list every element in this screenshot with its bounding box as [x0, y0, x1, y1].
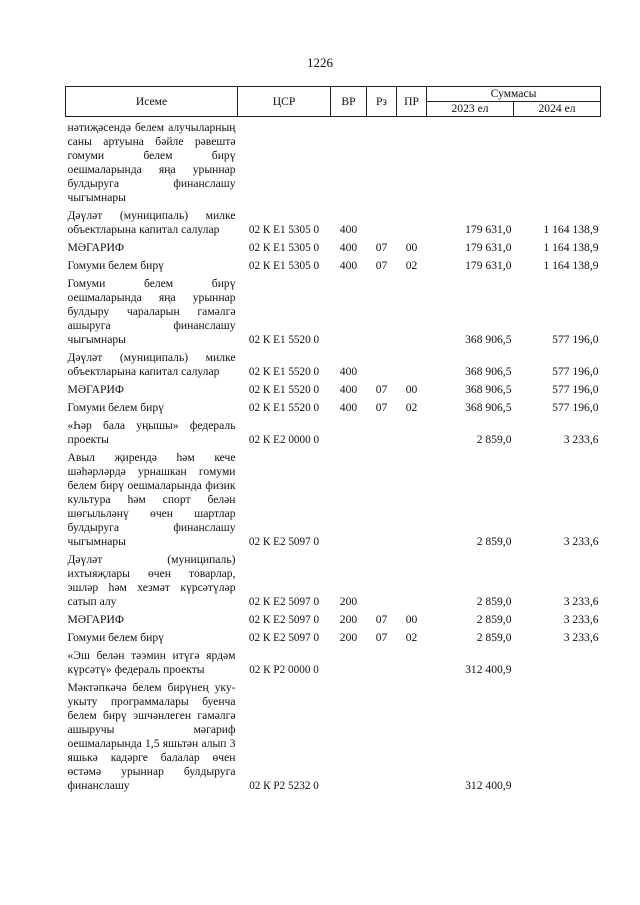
- cell-name: нәтиҗәсендә белем алучыларның саны артуына бәйле рәвештә гомуми белем бирү оешмаларында яңа урыннар булдыруга финанслашу чыгымнары: [67, 121, 236, 204]
- cell-s2: [514, 117, 601, 206]
- cell-name: Мәктәпкәчә белем бирүнең уку-укыту программалары буенча белем бирү эшчәнлеген гамәлгә ашыручы мәгариф оешмаларында 1,5 яшьтән алып 3 яшькә кадәрге балалар өчен өстәмә урыннар булдыруга финанслашу: [67, 681, 236, 792]
- header-year-2024: 2024 ел: [514, 102, 601, 117]
- cell-name: МӘГАРИФ: [67, 613, 124, 626]
- cell-s1: 368 906,5: [465, 365, 512, 378]
- cell-rz: 07: [375, 401, 388, 414]
- cell-rz: [367, 549, 397, 609]
- cell-pr: [397, 447, 427, 549]
- cell-vr: 200: [339, 613, 358, 626]
- cell-s1: [427, 117, 514, 206]
- cell-vr: 400: [339, 223, 358, 236]
- cell-name: Дәүләт (муниципаль) милке объектларына капитал салулар: [67, 351, 236, 378]
- cell-s2: 3 233,6: [563, 613, 599, 626]
- cell-rz: 07: [375, 259, 388, 272]
- cell-pr: 00: [405, 383, 418, 396]
- cell-vr: [331, 117, 367, 206]
- cell-s1: 2 859,0: [476, 535, 512, 548]
- cell-rz: [367, 117, 397, 206]
- header-vr: ВР: [331, 87, 367, 117]
- cell-pr: 02: [405, 259, 418, 272]
- cell-s1: 179 631,0: [465, 259, 512, 272]
- cell-vr: [331, 645, 367, 677]
- cell-vr: 400: [339, 401, 358, 414]
- table-row: [66, 677, 601, 793]
- cell-pr: 00: [405, 613, 418, 626]
- cell-vr: 400: [339, 383, 358, 396]
- cell-csr: 02 К Е2 5097 0: [248, 536, 320, 548]
- table-row: [66, 609, 601, 627]
- cell-s2: 577 196,0: [552, 383, 599, 396]
- table-row: [66, 447, 601, 549]
- cell-rz: 07: [375, 613, 388, 626]
- budget-table: [65, 86, 601, 793]
- cell-csr: 02 К Е2 5097 0: [248, 614, 320, 626]
- cell-vr: 400: [339, 365, 358, 378]
- cell-name: Авыл җирендә һәм кече шәһәрләрдә урнашкан гомуми белем бирү оешмаларында физик культура һәм спорт белән шөгыльләнү өчен шартлар булдыруга финанслашу чыгымнары: [67, 451, 236, 548]
- cell-rz: 07: [375, 631, 388, 644]
- cell-s1: 2 859,0: [476, 433, 512, 446]
- cell-csr: 02 К Е1 5520 0: [248, 402, 320, 414]
- cell-name: Дәүләт (муниципаль) милке объектларына капитал салулар: [67, 209, 236, 236]
- cell-rz: 07: [375, 241, 388, 254]
- page-number: 1226: [307, 55, 333, 70]
- cell-s2: 577 196,0: [552, 333, 599, 346]
- cell-vr: [331, 273, 367, 347]
- table-row: [66, 117, 601, 206]
- cell-name: «Һәр бала уңышы» федераль проекты: [67, 419, 236, 446]
- cell-rz: [367, 677, 397, 793]
- cell-vr: 400: [339, 259, 358, 272]
- cell-s1: 2 859,0: [476, 595, 512, 608]
- cell-pr: 00: [405, 241, 418, 254]
- table-row: [66, 645, 601, 677]
- cell-rz: [367, 347, 397, 379]
- cell-s1: 368 906,5: [465, 383, 512, 396]
- table-row: [66, 415, 601, 447]
- cell-pr: [397, 117, 427, 206]
- cell-s2: 3 233,6: [563, 535, 599, 548]
- cell-pr: [397, 549, 427, 609]
- cell-pr: [397, 677, 427, 793]
- cell-rz: [367, 415, 397, 447]
- header-name: Исеме: [66, 87, 238, 117]
- cell-s2: 1 164 138,9: [543, 223, 599, 236]
- cell-name: «Эш белән тәэмин итүгә ярдәм күрсәтү» федераль проекты: [67, 649, 236, 676]
- cell-name: МӘГАРИФ: [67, 383, 124, 396]
- cell-csr: 02 К Р2 5232 0: [249, 780, 319, 792]
- cell-vr: [331, 677, 367, 793]
- cell-vr: 200: [339, 595, 358, 608]
- table-row: [66, 379, 601, 397]
- cell-name: Гомуми белем бирү: [67, 259, 164, 272]
- cell-s2: 577 196,0: [552, 401, 599, 414]
- table-row: [66, 627, 601, 645]
- cell-csr: 02 К Е1 5520 0: [248, 334, 320, 346]
- cell-rz: [367, 273, 397, 347]
- table-row: [66, 255, 601, 273]
- cell-csr: 02 К Е1 5520 0: [248, 366, 320, 378]
- cell-vr: [331, 447, 367, 549]
- cell-vr: [331, 415, 367, 447]
- cell-csr: 02 К Е2 5097 0: [248, 632, 320, 644]
- cell-name: Гомуми белем бирү оешмаларында яңа урыннар булдыру чараларын гамәлгә ашыруга финанслашу чыгымнары: [67, 277, 236, 346]
- header-year-2023: 2023 ел: [427, 102, 514, 117]
- cell-s1: 2 859,0: [476, 631, 512, 644]
- cell-s2: 3 233,6: [563, 595, 599, 608]
- cell-pr: 02: [405, 631, 418, 644]
- cell-pr: [397, 273, 427, 347]
- cell-s2: 3 233,6: [563, 631, 599, 644]
- cell-name: Гомуми белем бирү: [67, 631, 164, 644]
- table-row: [66, 237, 601, 255]
- cell-rz: 07: [375, 383, 388, 396]
- cell-vr: 200: [339, 631, 358, 644]
- cell-s1: 2 859,0: [476, 613, 512, 626]
- cell-s2: 577 196,0: [552, 365, 599, 378]
- header-pr: ПР: [397, 87, 427, 117]
- cell-pr: [397, 415, 427, 447]
- cell-s2: 1 164 138,9: [543, 241, 599, 254]
- cell-s1: 312 400,9: [465, 663, 512, 676]
- cell-csr: 02 К Р2 0000 0: [249, 664, 319, 676]
- cell-pr: [397, 645, 427, 677]
- cell-name: Дәүләт (муниципаль) ихтыяҗлары өчен товарлар, эшләр һәм хезмәт күрсәтүләр сатып алу: [67, 553, 236, 608]
- cell-csr: 02 К Е1 5305 0: [248, 260, 320, 272]
- cell-name: Гомуми белем бирү: [67, 401, 164, 414]
- cell-s2: [514, 677, 601, 793]
- cell-pr: [397, 347, 427, 379]
- table-row: [66, 549, 601, 609]
- cell-s1: 312 400,9: [465, 779, 512, 792]
- cell-s2: 3 233,6: [563, 433, 599, 446]
- header-sums: Суммасы: [427, 87, 601, 102]
- table-row: [66, 397, 601, 415]
- cell-s1: 179 631,0: [465, 223, 512, 236]
- cell-csr: 02 К Е1 5520 0: [248, 384, 320, 396]
- cell-s1: 368 906,5: [465, 333, 512, 346]
- cell-rz: [367, 645, 397, 677]
- table-row: [66, 205, 601, 237]
- cell-pr: [397, 205, 427, 237]
- cell-name: МӘГАРИФ: [67, 241, 124, 254]
- cell-rz: [367, 205, 397, 237]
- table-row: [66, 347, 601, 379]
- table-row: [66, 273, 601, 347]
- cell-csr: 02 К Е2 0000 0: [248, 434, 320, 446]
- cell-csr: 02 К Е1 5305 0: [248, 242, 320, 254]
- header-rz: Рз: [367, 87, 397, 117]
- cell-csr: [238, 117, 331, 206]
- header-csr: ЦСР: [238, 87, 331, 117]
- cell-csr: 02 К Е1 5305 0: [248, 224, 320, 236]
- cell-vr: 400: [339, 241, 358, 254]
- cell-s1: 179 631,0: [465, 241, 512, 254]
- cell-s2: [514, 645, 601, 677]
- cell-pr: 02: [405, 401, 418, 414]
- cell-s2: 1 164 138,9: [543, 259, 599, 272]
- cell-s1: 368 906,5: [465, 401, 512, 414]
- cell-rz: [367, 447, 397, 549]
- cell-csr: 02 К Е2 5097 0: [248, 596, 320, 608]
